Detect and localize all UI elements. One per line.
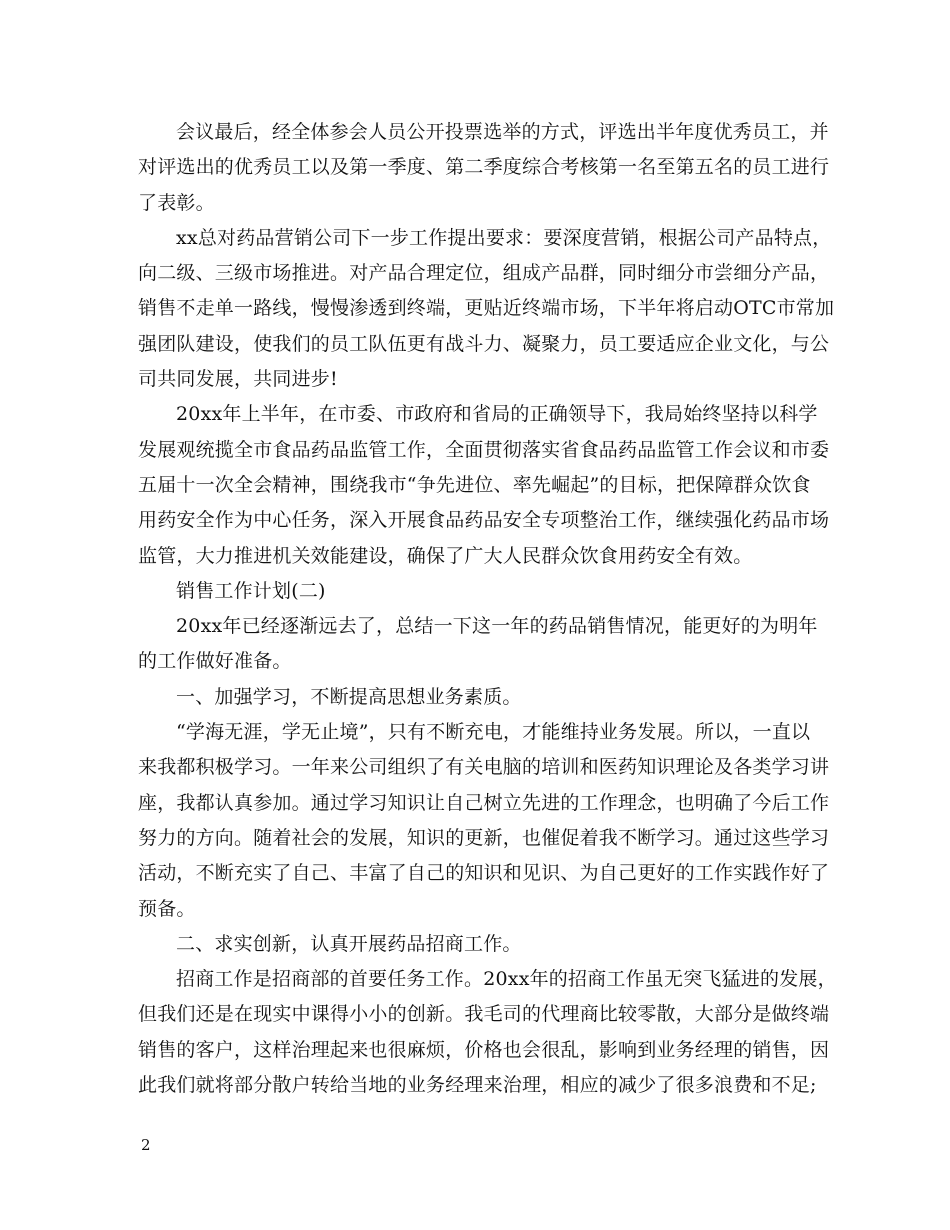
text-line: 20xx年已经逐渐远去了，总结一下这一年的药品销售情况，能更好的为明年 (176, 615, 818, 638)
text-line: 五届十一次全会精神，围绕我市“争先进位、率先崛起”的目标，把保障群众饮食 (138, 473, 811, 496)
text-line: 活动，不断充实了自己、丰富了自己的知识和见识、为自己更好的工作实践作好了 (138, 862, 830, 885)
text-line: 努力的方向。随着社会的发展，知识的更新，也催促着我不断学习。通过这些学习 (138, 826, 830, 849)
text-line: 向二级、三级市场推进。对产品合理定位，组成产品群，同时细分市尝细分产品， (138, 262, 830, 285)
text-line: “学海无涯，学无止境”，只有不断充电，才能维持业务发展。所以，一直以 (176, 721, 811, 744)
text-line: 来我都积极学习。一年来公司组织了有关电脑的培训和医药知识理论及各类学习讲 (138, 756, 830, 779)
text-line: 强团队建设，使我们的员工队伍更有战斗力、凝聚力，员工要适应企业文化，与公 (138, 332, 830, 355)
text-line: 20xx年上半年，在市委、市政府和省局的正确领导下，我局始终坚持以科学 (176, 403, 818, 426)
text-line: 销售不走单一路线，慢慢渗透到终端，更贴近终端市场，下半年将启动OTC市常加 (138, 297, 835, 320)
text-line: 销售的客户，这样治理起来也很麻烦，价格也会很乱，影响到业务经理的销售，因 (138, 1038, 830, 1061)
text-line: 但我们还是在现实中课得小小的创新。我毛司的代理商比较零散，大部分是做终端 (138, 1003, 830, 1026)
text-line: 招商工作是招商部的首要任务工作。20xx年的招商工作虽无突飞猛进的发展， (176, 968, 837, 991)
section-heading: 二、求实创新，认真开展药品招商工作。 (176, 932, 522, 955)
page-number: 2 (141, 1136, 151, 1154)
text-line: 了表彰。 (138, 191, 215, 214)
text-line: 对评选出的优秀员工以及第一季度、第二季度综合考核第一名至第五名的员工进行 (138, 156, 830, 179)
text-line: 司共同发展，共同进步! (138, 368, 338, 391)
text-line: 会议最后，经全体参会人员公开投票选举的方式，评选出半年度优秀员工，并 (176, 121, 829, 143)
text-line: 预备。 (138, 897, 196, 920)
text-line: 的工作做好准备。 (138, 650, 292, 673)
document-body (138, 115, 838, 1103)
section-heading: 一、加强学习，不断提高思想业务素质。 (176, 685, 522, 708)
text-line: 发展观统揽全市食品药品监管工作，全面贯彻落实省食品药品监管工作会议和市委 (138, 438, 830, 461)
text-line: 用药安全作为中心任务，深入开展食品药品安全专项整治工作，继续强化药品市场 (138, 509, 830, 532)
text-line: xx总对药品营销公司下一步工作提出要求：要深度营销，根据公司产品特点， (176, 226, 832, 249)
text-line: 此我们就将部分散户转给当地的业务经理来治理，相应的减少了很多浪费和不足; (138, 1074, 817, 1097)
text-line: 监管，大力推进机关效能建设，确保了广大人民群众饮食用药安全有效。 (138, 544, 753, 567)
text-line: 座，我都认真参加。通过学习知识让自己树立先进的工作理念，也明确了今后工作 (138, 791, 830, 814)
section-heading: 销售工作计划(二) (176, 579, 326, 602)
